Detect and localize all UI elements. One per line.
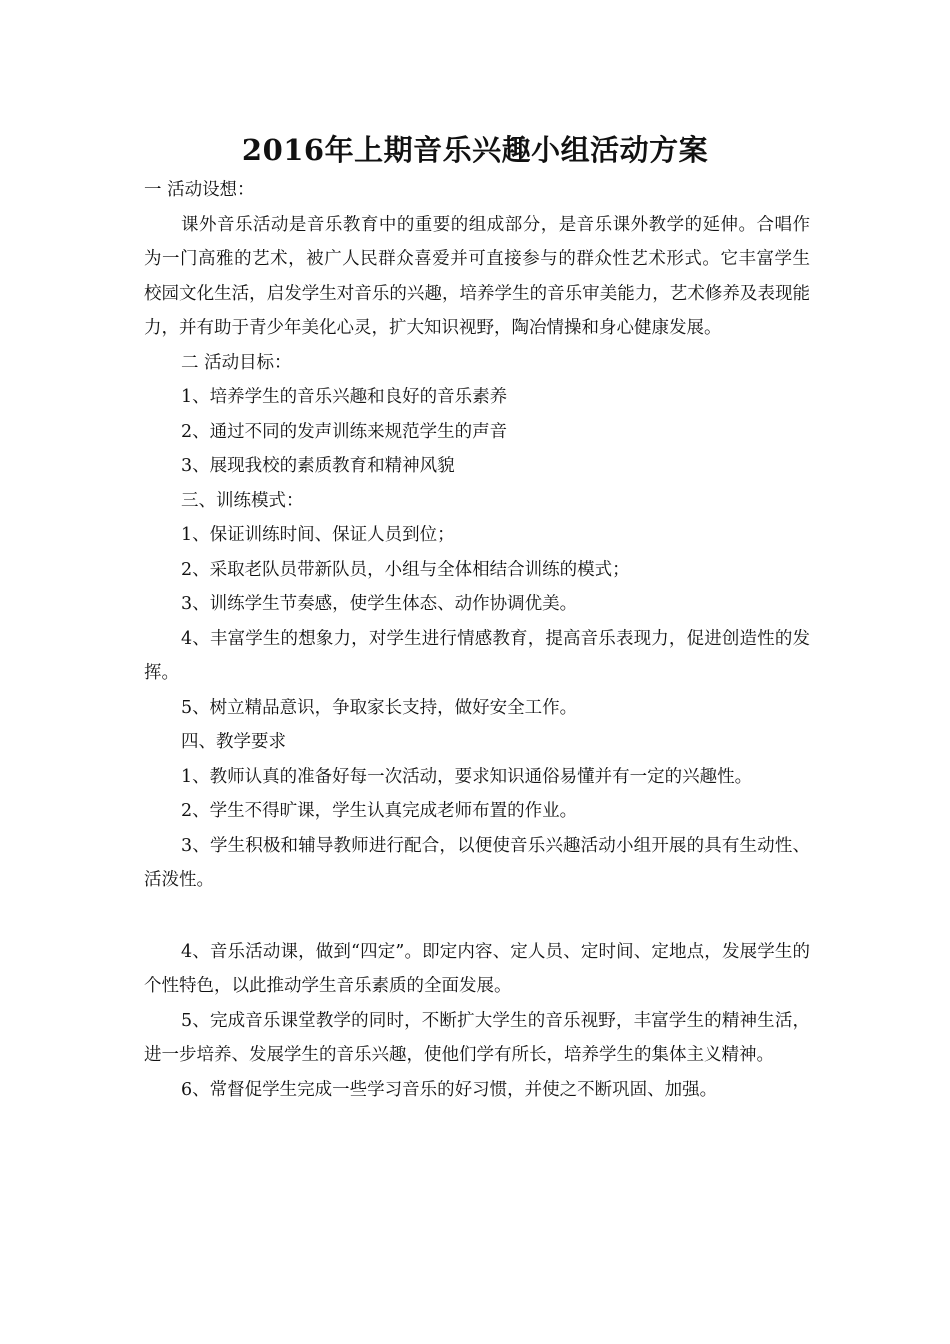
document-body: [144, 173, 810, 1107]
page-title: 2016年上期音乐兴趣小组活动方案: [241, 133, 709, 167]
goal-item: 3、展现我校的素质教育和精神风貌: [181, 456, 455, 476]
goal-item: 1、培养学生的音乐兴趣和良好的音乐素养: [181, 387, 508, 407]
requirement-item: 5、完成音乐课堂教学的同时，不断扩大学生的音乐视野，丰富学生的精神生活，进一步培养、发展学生的音乐兴趣，使他们学有所长，培养学生的集体主义精神。: [144, 1010, 810, 1065]
requirement-item: 2、学生不得旷课，学生认真完成老师布置的作业。: [181, 801, 578, 821]
requirement-item: 6、常督促学生完成一些学习音乐的好习惯，并使之不断巩固、加强。: [181, 1079, 718, 1100]
blank-line: [144, 898, 810, 935]
requirement-item: 4、音乐活动课，做到“四定”。即定内容、定人员、定时间、定地点，发展学生的个性特色，以此推动学生音乐素质的全面发展。: [144, 941, 810, 996]
goal-item: 2、通过不同的发声训练来规范学生的声音: [181, 421, 508, 442]
section-heading-goals: 二 活动目标：: [181, 352, 292, 373]
section-heading-requirements: 四、教学要求: [181, 732, 286, 752]
section-heading-concept: 一 活动设想：: [144, 180, 255, 200]
section-heading-training: 三、训练模式：: [181, 490, 304, 511]
training-item: 3、训练学生节奏感，使学生体态、动作协调优美。: [181, 594, 578, 614]
concept-paragraph: 课外音乐活动是音乐教育中的重要的组成部分，是音乐课外教学的延伸。合唱作为一门高雅的艺术，被广人民群众喜爱并可直接参与的群众性艺术形式。它丰富学生 校园文化生活，启发学生对音乐的兴趣，培养学生的音乐审美能力，艺术修养及表现能力，并有助于青少年美化心灵，扩大知识视野，陶冶情操和身心健康发展。: [144, 214, 810, 338]
training-item: 1、保证训练时间、保证人员到位；: [181, 525, 455, 545]
training-item: 5、树立精品意识，争取家长支持，做好安全工作。: [181, 697, 578, 718]
requirement-item: 1、教师认真的准备好每一次活动，要求知识通俗易懂并有一定的兴趣性。: [181, 766, 753, 787]
training-item: 4、丰富学生的想象力，对学生进行情感教育，提高音乐表现力，促进创造性的发挥。: [144, 628, 810, 683]
requirement-item: 3、学生积极和辅导教师进行配合，以便使音乐兴趣活动小组开展的具有生动性、活泼性。: [144, 835, 810, 890]
training-item: 2、采取老队员带新队员，小组与全体相结合训练的模式；: [181, 559, 630, 580]
